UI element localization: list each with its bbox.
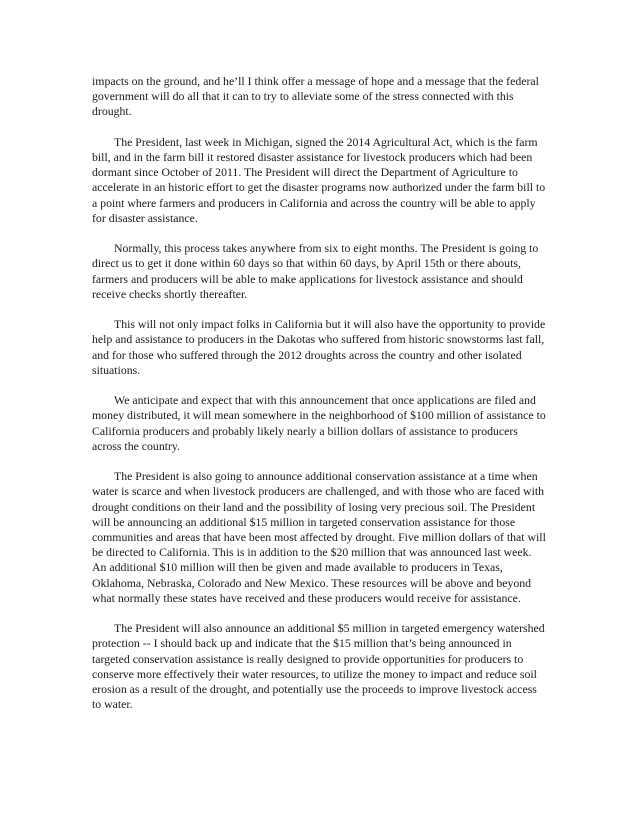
paragraph-estimate: We anticipate and expect that with this announcement that once applications are filed and money distributed, it will mean somewhere in the neighborhood of $100 million of assistance to California producers and probably likely nearly a billion dollars of assistance to producers across the country. — [92, 393, 546, 453]
paragraph-continuation: impacts on the ground, and he’ll I think offer a message of hope and a message that the federal government will do all that it can to try to alleviate some of the stress connected with this drought. — [92, 74, 539, 119]
paragraph-farm-bill: The President, last week in Michigan, signed the 2014 Agricultural Act, which is the farm bill, and in the farm bill it restored disaster assistance for livestock producers which had been dormant since October of 2011. The President will direct the Department of Agriculture to accelerate in an historic effort to get the disaster programs now authorized under the farm bill to a point where farmers and producers in California and across the country will be able to apply for disaster assistance. — [92, 134, 546, 225]
paragraph-conservation: The President is also going to announce additional conservation assistance at a time when water is scarce and when livestock producers are challenged, and with those who are faced with drought conditions on their land and the possibility of losing very precious soil. The President will be announcing an additional $15 million in targeted conservation assistance for those communities and areas that have been most affected by drought. Five million dollars of that will be directed to California. This is in addition to the $20 million that was announced last week. An additional $10 million will then be given and made available to producers in Texas, Oklahoma, Nebraska, Colorado and New Mexico. These resources will be above and beyond what normally these states have received and these producers would receive for assistance. — [92, 469, 546, 605]
paragraph-watershed: The President will also announce an additional $5 million in targeted emergency watershed protection -- I should back up and indicate that the $15 million that’s being announced in targeted conservation assistance is really designed to provide opportunities for producers to conserve more effectively their water resources, to utilize the money to impact and reduce soil erosion as a result of the drought, and potentially use the proceeds to improve livestock access to water. — [92, 621, 545, 712]
paragraph-dakotas: This will not only impact folks in California but it will also have the opportunity to provide help and assistance to producers in the Dakotas who suffered from historic snowstorms last fall, and for those who suffered through the 2012 droughts across the country and other isolated situations. — [92, 317, 546, 377]
paragraph-timeline: Normally, this process takes anywhere from six to eight months. The President is going to direct us to get it done within 60 days so that within 60 days, by April 15th or there abouts, farmers and producers will be able to make applications for livestock assistance and should receive checks shortly thereafter. — [92, 241, 539, 301]
document-body — [92, 74, 546, 728]
